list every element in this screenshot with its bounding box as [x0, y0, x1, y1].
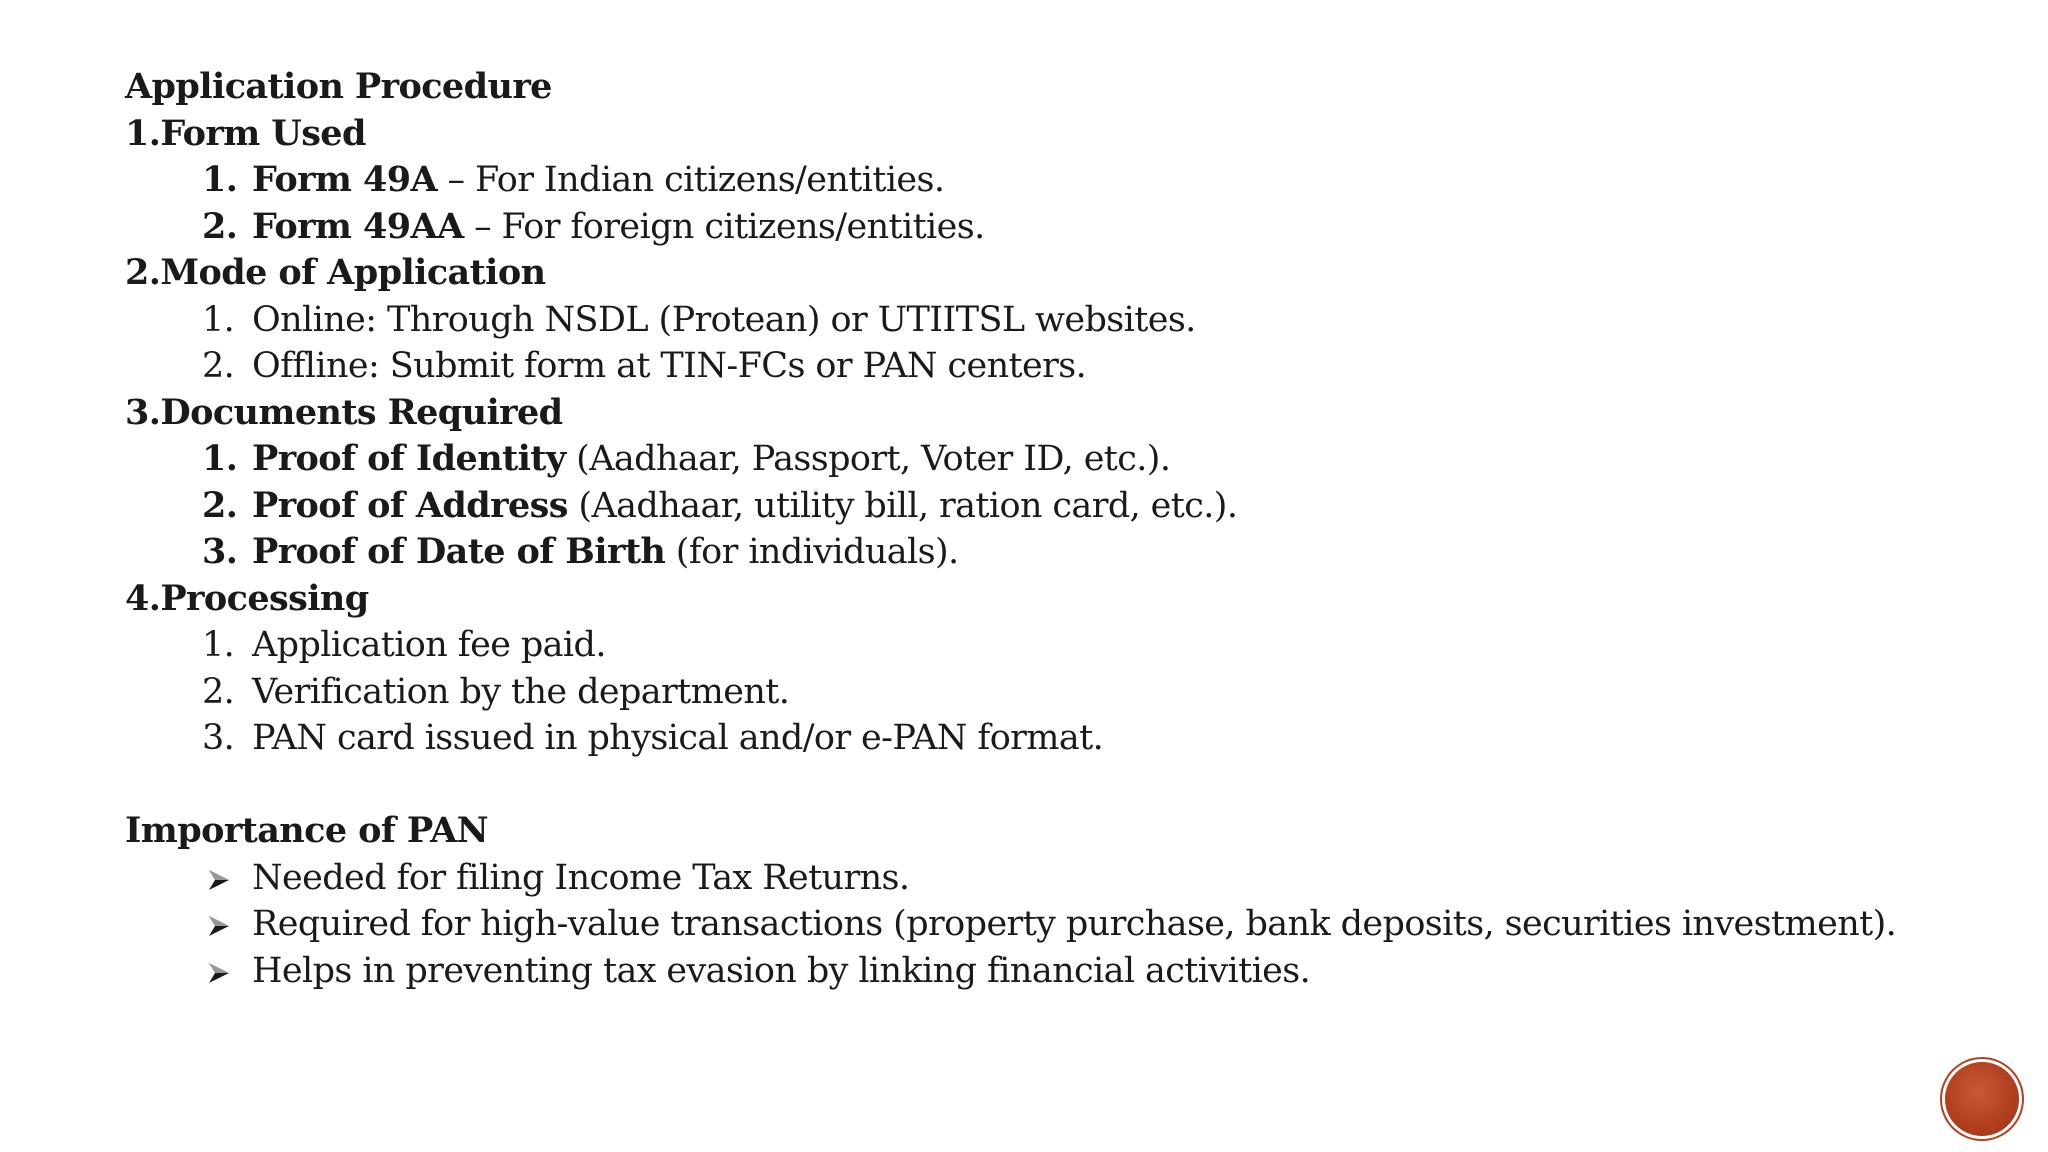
bullet-item: [125, 855, 1925, 902]
spacer: [125, 762, 1925, 809]
bullet-item: [125, 901, 1925, 948]
item-bold-text: Form 49A: [252, 159, 437, 200]
item-bold-text: Proof of Date of Birth: [252, 531, 666, 572]
list-item: [125, 157, 1925, 204]
list-item: [125, 343, 1925, 390]
item-number: 3.: [202, 531, 238, 572]
item-text: (Aadhaar, Passport, Voter ID, etc.).: [565, 439, 1171, 479]
item-text: (for individuals).: [665, 532, 959, 572]
section-title-form-used: 1.Form Used: [125, 112, 366, 154]
section-title-processing: 4.Processing: [125, 577, 369, 619]
list-item: [125, 204, 1925, 251]
item-bold-text: Proof of Identity: [252, 438, 566, 479]
arrow-bullet-icon: [207, 914, 231, 938]
item-number: 1.: [202, 438, 238, 479]
item-number: 1.: [202, 299, 235, 340]
list-item: [125, 622, 1925, 669]
section-title-mode-of-application: 2.Mode of Application: [125, 252, 546, 293]
bullet-text: Needed for filing Income Tax Returns.: [252, 857, 910, 898]
list-item: [125, 297, 1925, 344]
slide-content: [125, 64, 1925, 994]
item-number: 1.: [202, 159, 238, 200]
section-title-documents-required: 3.Documents Required: [125, 391, 563, 433]
bullet-text: Helps in preventing tax evasion by linking financial activities.: [252, 950, 1311, 991]
list-item: [125, 529, 1925, 576]
arrow-bullet-icon: [207, 961, 231, 985]
item-bold-text: Proof of Address: [252, 484, 568, 526]
item-number: 2.: [202, 205, 238, 247]
list-item: [125, 436, 1925, 483]
procedure-heading: Application Procedure: [125, 66, 552, 107]
list-item: [125, 715, 1925, 762]
item-text: Application fee paid.: [252, 625, 606, 665]
importance-heading: Importance of PAN: [125, 810, 489, 851]
item-number: 3.: [202, 718, 235, 758]
item-text: Offline: Submit form at TIN-FCs or PAN centers.: [252, 346, 1087, 386]
list-item: [125, 669, 1925, 716]
item-number: 2.: [202, 346, 235, 386]
item-number: 2.: [202, 671, 235, 712]
item-bold-text: Form 49AA: [252, 205, 464, 247]
arrow-bullet-icon: [207, 868, 231, 892]
item-text: Verification by the department.: [252, 671, 790, 712]
item-text: PAN card issued in physical and/or e-PAN format.: [252, 718, 1104, 758]
item-text: Online: Through NSDL (Protean) or UTIITSL websites.: [252, 299, 1196, 340]
item-text: (Aadhaar, utility bill, ration card, etc.).: [567, 485, 1238, 526]
item-text: – For Indian citizens/entities.: [437, 160, 945, 200]
item-number: 1.: [202, 625, 235, 665]
item-text: – For foreign citizens/entities.: [463, 206, 985, 247]
bullet-text: Required for high-value transactions (property purchase, bank deposits, securities investment).: [252, 904, 1897, 944]
circle-nav-icon[interactable]: [1945, 1062, 2019, 1136]
item-number: 2.: [202, 484, 238, 526]
bullet-item: [125, 948, 1925, 995]
list-item: [125, 483, 1925, 530]
